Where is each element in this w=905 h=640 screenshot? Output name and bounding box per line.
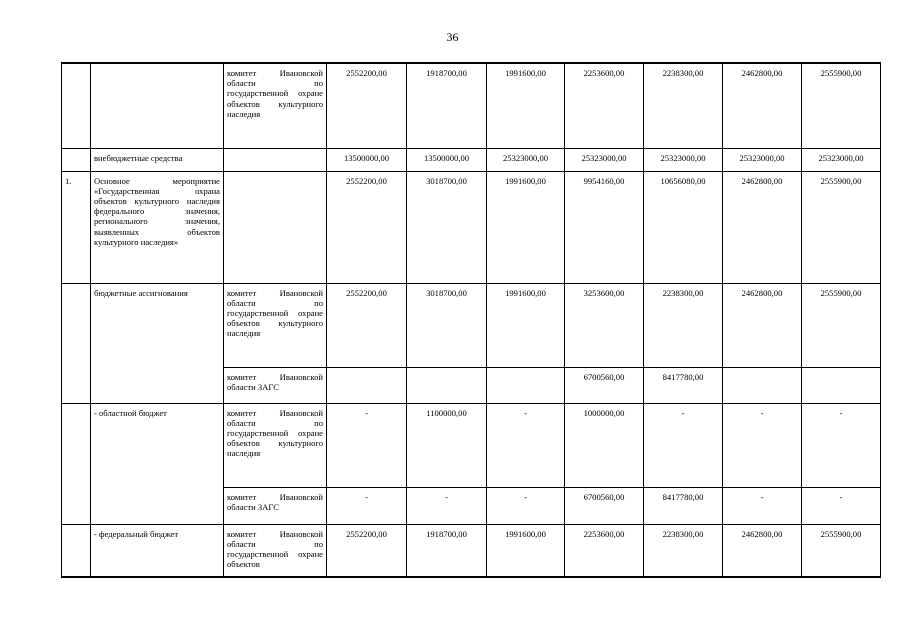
budget-table	[61, 62, 881, 578]
amount-cell: 1100000,00	[407, 403, 487, 487]
amount-cell: 25323000,00	[644, 148, 723, 171]
amount-cell: 3018700,00	[407, 283, 487, 367]
row-number-cell: 1.	[62, 171, 91, 283]
amount-cell: 2555900,00	[802, 283, 881, 367]
table-row	[62, 283, 881, 367]
amount-cell: 8417780,00	[644, 367, 723, 403]
amount-cell: 2555900,00	[802, 171, 881, 283]
amount-cell: 2555900,00	[802, 524, 881, 577]
amount-cell: 2552200,00	[327, 283, 407, 367]
amount-cell: 3253600,00	[565, 283, 644, 367]
amount-cell: 2462800,00	[723, 524, 802, 577]
row-number-cell	[62, 283, 91, 403]
amount-cell	[407, 367, 487, 403]
amount-cell: 2555900,00	[802, 63, 881, 148]
amount-cell: 1991600,00	[487, 524, 565, 577]
amount-cell: 1991600,00	[487, 171, 565, 283]
row-number-cell	[62, 403, 91, 524]
amount-cell	[487, 367, 565, 403]
executor-text: комитет Ивановской области по государственной охране объектов	[227, 528, 323, 570]
amount-cell: 2552200,00	[327, 171, 407, 283]
amount-cell: 2462800,00	[723, 171, 802, 283]
amount-cell: 1918700,00	[407, 63, 487, 148]
row-number-cell	[62, 63, 91, 148]
amount-cell: 6700560,00	[565, 367, 644, 403]
amount-cell: 1918700,00	[407, 524, 487, 577]
executor-cell: комитет Ивановской области по государственной охране объектов культурного наследия	[224, 63, 327, 148]
row-number-cell	[62, 524, 91, 577]
amount-cell: 8417780,00	[644, 487, 723, 524]
amount-cell: 2462800,00	[723, 283, 802, 367]
amount-cell	[327, 367, 407, 403]
amount-cell: 25323000,00	[723, 148, 802, 171]
amount-cell: 9954160,00	[565, 171, 644, 283]
funding-source-cell: внебюджетные средства	[91, 148, 224, 171]
table-row	[62, 524, 881, 577]
amount-cell: 2552200,00	[327, 524, 407, 577]
executor-cell	[224, 148, 327, 171]
executor-cell: комитет Ивановской области ЗАГС	[224, 487, 327, 524]
amount-cell: 2238300,00	[644, 63, 723, 148]
amount-cell: 25323000,00	[487, 148, 565, 171]
row-number-cell	[62, 148, 91, 171]
amount-cell: 1991600,00	[487, 283, 565, 367]
amount-cell: -	[487, 403, 565, 487]
amount-cell	[723, 367, 802, 403]
amount-cell: 2462800,00	[723, 63, 802, 148]
funding-source-cell: - областной бюджет	[91, 403, 224, 524]
amount-cell: 25323000,00	[802, 148, 881, 171]
amount-cell: -	[723, 487, 802, 524]
amount-cell: -	[802, 487, 881, 524]
amount-cell: 1991600,00	[487, 63, 565, 148]
amount-cell: 13500000,00	[407, 148, 487, 171]
executor-cell: комитет Ивановской области по государственной охране объектов культурного наследия	[224, 283, 327, 367]
funding-source-cell: бюджетные ассигнования	[91, 283, 224, 403]
amount-cell	[802, 367, 881, 403]
amount-cell: 2552200,00	[327, 63, 407, 148]
amount-cell: -	[407, 487, 487, 524]
amount-cell: 3018700,00	[407, 171, 487, 283]
amount-cell: 10656080,00	[644, 171, 723, 283]
amount-cell: -	[802, 403, 881, 487]
table-row	[62, 148, 881, 171]
executor-cell	[224, 524, 327, 577]
table-row	[62, 63, 881, 148]
funding-source-cell	[91, 63, 224, 148]
amount-cell: -	[644, 403, 723, 487]
amount-cell: -	[487, 487, 565, 524]
table-row	[62, 171, 881, 283]
page-number: 36	[446, 30, 459, 44]
amount-cell: -	[327, 403, 407, 487]
amount-cell: 2238300,00	[644, 524, 723, 577]
amount-cell: 6700560,00	[565, 487, 644, 524]
amount-cell: -	[723, 403, 802, 487]
table-row	[62, 403, 881, 487]
amount-cell: 1000000,00	[565, 403, 644, 487]
executor-cell: комитет Ивановской области по государственной охране объектов культурного наследия	[224, 403, 327, 487]
executor-cell	[224, 171, 327, 283]
amount-cell: 2253600,00	[565, 524, 644, 577]
activity-description-cell: Основное мероприятие «Государственная охрана объектов культурного наследия федерального значения, регионального значения, выявленных объектов культурного наследия»	[91, 171, 224, 283]
amount-cell: 2253600,00	[565, 63, 644, 148]
funding-source-cell: - федеральный бюджет	[91, 524, 224, 577]
amount-cell: -	[327, 487, 407, 524]
amount-cell: 13500000,00	[327, 148, 407, 171]
amount-cell: 2238300,00	[644, 283, 723, 367]
executor-cell: комитет Ивановской области ЗАГС	[224, 367, 327, 403]
amount-cell: 25323000,00	[565, 148, 644, 171]
